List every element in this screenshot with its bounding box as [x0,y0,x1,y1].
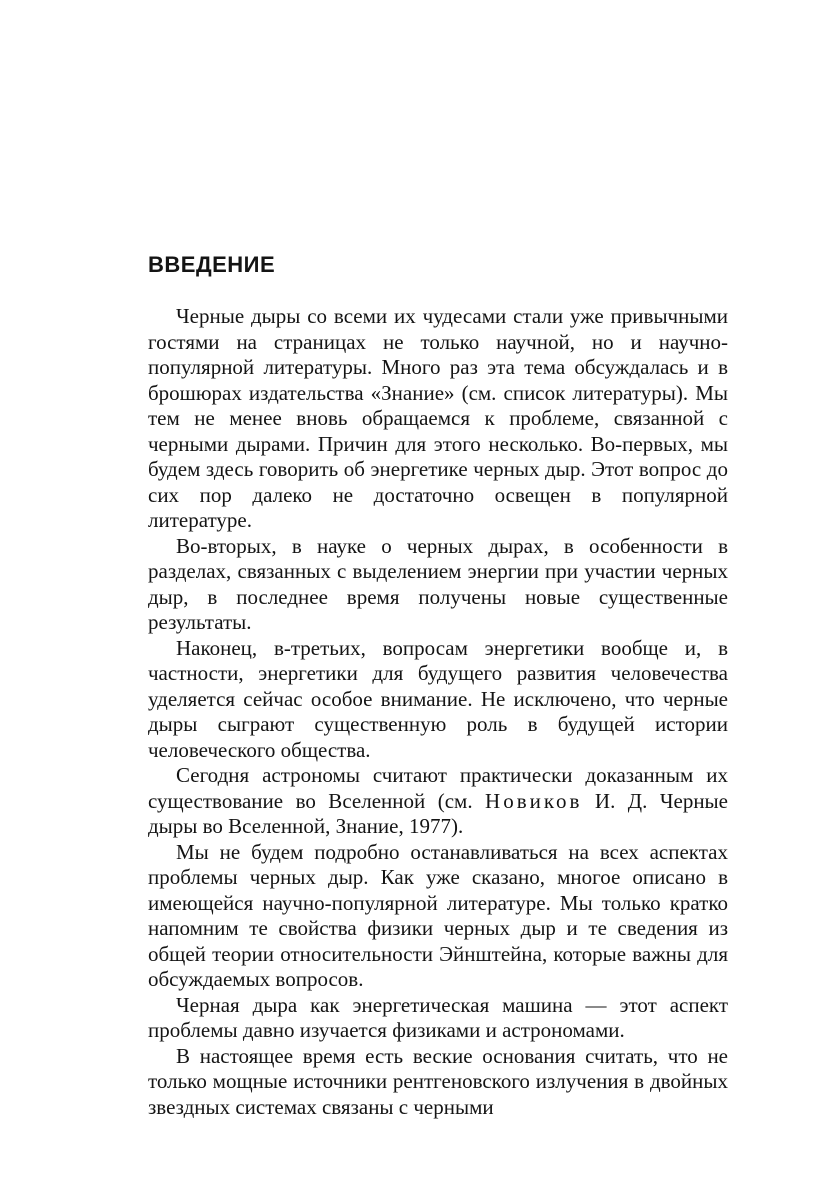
section-heading: ВВЕДЕНИЕ [148,252,276,277]
citation-author: Новиков [485,788,583,813]
paragraph-5: Мы не будем подробно останавливаться на всех аспектах проблемы черных дыр. Как уже сказано, многое описано в имеющейся научно-популярной литературе. Мы только кратко напомним те свойства физики черных дыр и те сведения из общей теории относительности Эйнштейна, которые важны для обсуждаемых вопросов. [148,839,728,991]
document-body [148,252,728,1120]
paragraph-6: Черная дыра как энергетическая машина — этот аспект проблемы давно изучается физиками и астрономами. [148,992,728,1042]
paragraph-1: Черные дыры со всеми их чудесами стали уже привычными гостями на страницах не только научной, но и научно-популярной литературы. Много раз эта тема обсуждалась и в брошюрах издательства «Знание» (см. список литературы). Мы тем не менее вновь обращаемся к проблеме, связанной с черными дырами. Причин для этого несколько. Во-первых, мы будем здесь говорить об энергетике черных дыр. Этот вопрос до сих пор далеко не достаточно освещен в популярной литературе. [148,304,728,532]
paragraph-7: В настоящее время есть веские основания считать, что не только мощные источники рентгеновского излучения в двойных звездных системах связаны с черными [148,1043,728,1119]
paragraph-3: Наконец, в-третьих, вопросам энергетики вообще и, в частности, энергетики для будущего развития человечества уделяется сейчас особое внимание. Не исключено, что черные дыры сыграют существенную роль в будущей истории человеческого общества. [148,635,728,762]
paragraph-2: Во-вторых, в науке о черных дырах, в особенности в разделах, связанных с выделением энергии при участии черных дыр, в последнее время получены новые существенные результаты. [148,533,728,634]
paragraph-4 [148,763,728,840]
paragraph-4-text-end: И. Д. Черные дыры во Вселенной, Знание, 1977). [148,788,728,838]
paragraph-4-text-start: Сегодня астрономы считают практически доказанным их существование во Вселенной (см. [148,763,728,813]
